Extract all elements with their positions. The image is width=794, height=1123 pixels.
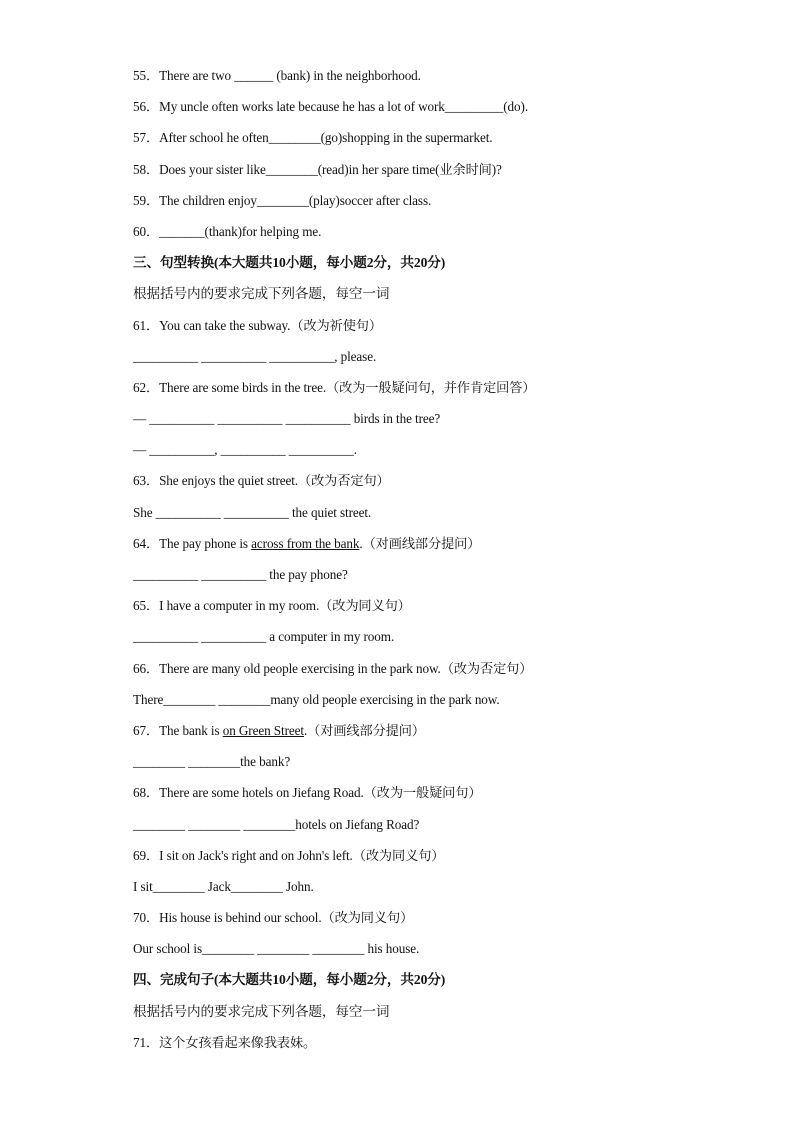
answer-62-reply: — __________, __________ __________.: [133, 442, 357, 458]
question-62: 62．There are some birds in the tree.（改为一般疑问句，并作肯定回答）: [133, 379, 536, 395]
question-64: [133, 532, 733, 563]
answer-67: ________ ________the bank?: [133, 754, 291, 770]
section-instruction-3: 根据括号内的要求完成下列各题，每空一词: [133, 286, 390, 302]
answer-65: __________ __________ a computer in my room.: [133, 629, 395, 645]
question-55: 55．There are two ______ (bank) in the neighborhood.: [133, 68, 421, 83]
question-64-instruction: .（对画线部分提问）: [359, 535, 481, 551]
question-60: 60．_______(thank)for helping me.: [133, 223, 322, 239]
question-71: 71．这个女孩看起来像我表妹。: [133, 1034, 317, 1050]
question-63: 63．She enjoys the quiet street.（改为否定句）: [133, 473, 390, 489]
question-56: 56．My uncle often works late because he has a lot of work_________(do).: [133, 99, 529, 115]
underlined-phrase: on Green Street: [222, 722, 304, 738]
question-61: 61．You can take the subway.（改为祈使句）: [133, 317, 382, 333]
answer-69: I sit________ Jack________ John.: [133, 878, 314, 894]
question-67: [133, 719, 733, 750]
question-64-text: 64．The pay phone is: [133, 535, 252, 551]
answer-66: There________ ________many old people exercising in the park now.: [133, 691, 500, 707]
section-heading-3: 三、句型转换(本大题共10小题，每小题2分，共20分): [133, 255, 446, 271]
question-66: 66．There are many old people exercising in the park now.（改为否定句）: [133, 660, 533, 676]
question-67-text: 67．The bank is: [133, 722, 223, 738]
answer-64: __________ __________ the pay phone?: [133, 567, 348, 582]
question-57: 57．After school he often________(go)shopping in the supermarket.: [133, 130, 493, 146]
answer-70: Our school is________ ________ ________ his house.: [133, 941, 420, 957]
worksheet-page: [133, 64, 733, 1062]
question-69: 69．I sit on Jack's right and on John's left.（改为同义句）: [133, 847, 445, 863]
answer-63: She __________ __________ the quiet street.: [133, 504, 372, 520]
answer-62-question: — __________ __________ __________ birds in the tree?: [133, 411, 441, 427]
section-instruction-4: 根据括号内的要求完成下列各题，每空一词: [133, 1003, 390, 1019]
underlined-phrase: across from the bank: [251, 535, 360, 551]
question-67-instruction: .（对画线部分提问）: [303, 722, 425, 738]
question-68: 68．There are some hotels on Jiefang Road.（改为一般疑问句）: [133, 785, 482, 801]
answer-68: ________ ________ ________hotels on Jiefang Road?: [133, 816, 420, 832]
question-70: 70．His house is behind our school.（改为同义句）: [133, 910, 414, 926]
question-65: 65．I have a computer in my room.（改为同义句）: [133, 598, 411, 614]
answer-61: __________ __________ __________, please.: [133, 348, 377, 364]
section-heading-4: 四、完成句子(本大题共10小题，每小题2分，共20分): [133, 972, 446, 988]
question-59: 59．The children enjoy________(play)soccer after class.: [133, 192, 432, 208]
question-58: 58．Does your sister like________(read)in her spare time(业余时间)?: [133, 161, 502, 177]
